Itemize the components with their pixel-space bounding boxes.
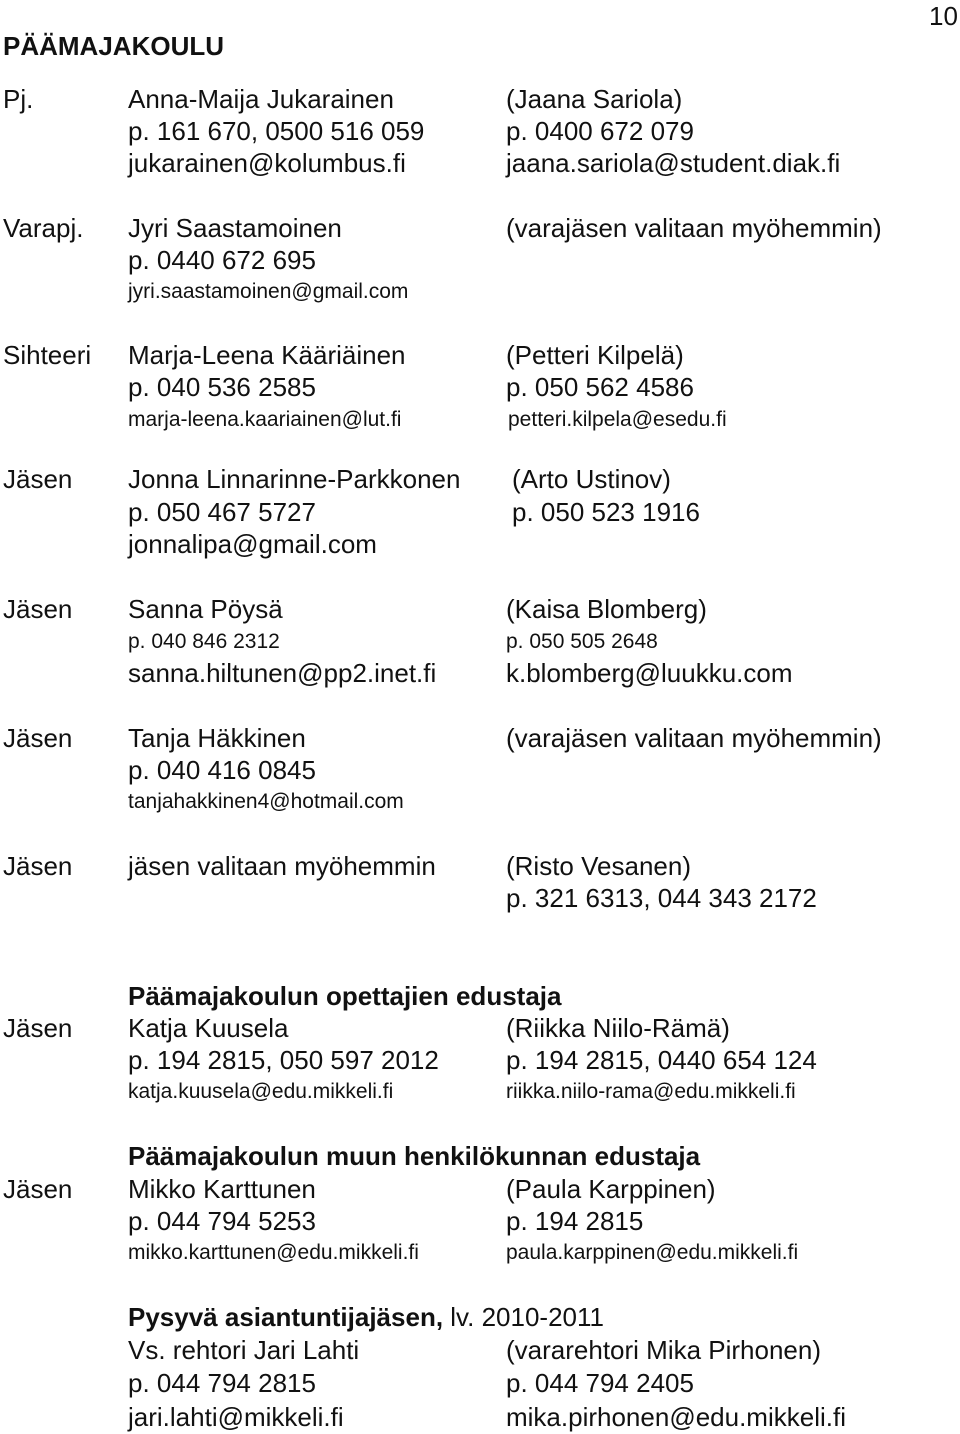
member-name: Anna-Maija Jukarainen	[128, 84, 394, 114]
member-email: marja-leena.kaariainen@lut.fi	[128, 408, 402, 431]
member-name: Jonna Linnarinne-Parkkonen	[128, 464, 461, 494]
member-phone: p. 161 670, 0500 516 059	[128, 116, 425, 146]
member-phone: p. 040 416 0845	[128, 755, 316, 785]
member-name: Marja-Leena Kääriäinen	[128, 340, 406, 370]
role-label: Sihteeri	[3, 340, 92, 370]
deputy-email: paula.karppinen@edu.mikkeli.fi	[506, 1241, 799, 1264]
deputy-name: (Paula Karppinen)	[506, 1174, 716, 1204]
deputy-phone: p. 194 2815, 0440 654 124	[506, 1045, 817, 1075]
section-heading: Päämajakoulun opettajien edustaja	[128, 981, 562, 1011]
member-email: katja.kuusela@edu.mikkeli.fi	[128, 1080, 394, 1103]
deputy-name: (varajäsen valitaan myöhemmin)	[506, 723, 882, 753]
deputy-name: (Riikka Niilo-Rämä)	[506, 1013, 730, 1043]
member-phone: p. 044 794 2815	[128, 1368, 316, 1398]
member-email: jukarainen@kolumbus.fi	[128, 148, 406, 178]
member-email: sanna.hiltunen@pp2.inet.fi	[128, 658, 437, 688]
deputy-phone: p. 044 794 2405	[506, 1368, 694, 1398]
role-label: Jäsen	[3, 1174, 73, 1204]
member-name: Mikko Karttunen	[128, 1174, 316, 1204]
member-phone: p. 044 794 5253	[128, 1206, 316, 1236]
member-phone: p. 0440 672 695	[128, 245, 316, 275]
deputy-phone: p. 0400 672 079	[506, 116, 694, 146]
deputy-email: petteri.kilpela@esedu.fi	[508, 408, 727, 431]
section-heading: Päämajakoulun muun henkilökunnan edustaja	[128, 1141, 701, 1171]
member-name: Tanja Häkkinen	[128, 723, 306, 753]
deputy-name: (Jaana Sariola)	[506, 84, 683, 114]
member-email: tanjahakkinen4@hotmail.com	[128, 790, 404, 813]
deputy-name: (Risto Vesanen)	[506, 851, 691, 881]
deputy-email: jaana.sariola@student.diak.fi	[506, 148, 841, 178]
role-label: Varapj.	[3, 213, 84, 243]
member-phone: p. 040 846 2312	[128, 630, 280, 653]
member-name: jäsen valitaan myöhemmin	[128, 851, 436, 881]
section-heading-bold: Pysyvä asiantuntijajäsen,	[128, 1302, 444, 1332]
member-name: Jyri Saastamoinen	[128, 213, 342, 243]
deputy-name: (Kaisa Blomberg)	[506, 594, 707, 624]
member-name: Katja Kuusela	[128, 1013, 289, 1043]
role-label: Jäsen	[3, 464, 73, 494]
member-phone: p. 040 536 2585	[128, 372, 316, 402]
member-email: jonnalipa@gmail.com	[128, 529, 377, 559]
page-title: PÄÄMAJAKOULU	[3, 31, 224, 61]
role-label: Jäsen	[3, 851, 73, 881]
deputy-name: (Arto Ustinov)	[512, 464, 671, 494]
role-label: Jäsen	[3, 594, 73, 624]
deputy-email: k.blomberg@luukku.com	[506, 658, 793, 688]
deputy-phone: p. 194 2815	[506, 1206, 644, 1236]
member-email: mikko.karttunen@edu.mikkeli.fi	[128, 1241, 419, 1264]
member-name: Sanna Pöysä	[128, 594, 283, 624]
member-phone: p. 194 2815, 050 597 2012	[128, 1045, 439, 1075]
section-heading-year: lv. 2010-2011	[443, 1302, 604, 1332]
deputy-name: (Petteri Kilpelä)	[506, 340, 684, 370]
member-email: jyri.saastamoinen@gmail.com	[128, 280, 409, 303]
deputy-email: riikka.niilo-rama@edu.mikkeli.fi	[506, 1080, 796, 1103]
member-email: jari.lahti@mikkeli.fi	[128, 1402, 344, 1432]
deputy-phone: p. 050 562 4586	[506, 372, 694, 402]
member-phone: p. 050 467 5727	[128, 497, 316, 527]
deputy-phone: p. 321 6313, 044 343 2172	[506, 883, 817, 913]
role-label: Jäsen	[3, 723, 73, 753]
member-name: Vs. rehtori Jari Lahti	[128, 1335, 360, 1365]
role-label: Jäsen	[3, 1013, 73, 1043]
section-heading	[128, 1304, 604, 1330]
role-label: Pj.	[3, 84, 34, 114]
deputy-name: (vararehtori Mika Pirhonen)	[506, 1335, 822, 1365]
deputy-name: (varajäsen valitaan myöhemmin)	[506, 213, 882, 243]
page-number: 10	[929, 1, 958, 31]
deputy-phone: p. 050 505 2648	[506, 630, 658, 653]
deputy-phone: p. 050 523 1916	[512, 497, 700, 527]
deputy-email: mika.pirhonen@edu.mikkeli.fi	[506, 1402, 846, 1432]
